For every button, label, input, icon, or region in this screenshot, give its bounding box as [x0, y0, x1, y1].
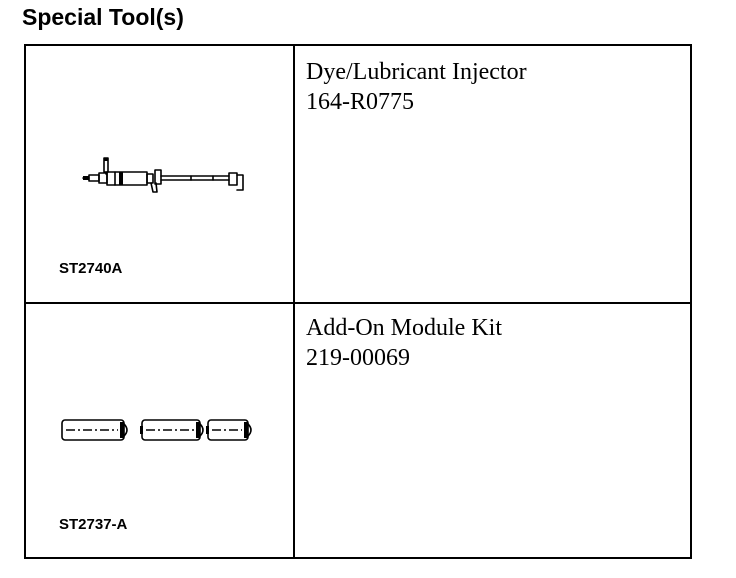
tool-name: Dye/Lubricant Injector	[306, 59, 527, 85]
tool-code: ST2737-A	[59, 516, 128, 533]
tool-row	[26, 46, 690, 303]
tool-image-cell	[26, 46, 293, 303]
tool-part-number: 164-R0775	[306, 89, 414, 115]
page-title: Special Tool(s)	[22, 4, 184, 30]
tool-part-number: 219-00069	[306, 345, 410, 371]
special-tools-table	[24, 44, 692, 559]
tool-row	[26, 304, 690, 557]
tool-description-cell	[295, 304, 690, 557]
tool-code: ST2740A	[59, 260, 123, 277]
module-tubes-icon	[60, 412, 260, 448]
injector-gun-icon	[81, 156, 246, 196]
tool-name: Add-On Module Kit	[306, 315, 502, 341]
tool-description-cell	[295, 46, 690, 303]
tool-image-cell	[26, 304, 293, 557]
